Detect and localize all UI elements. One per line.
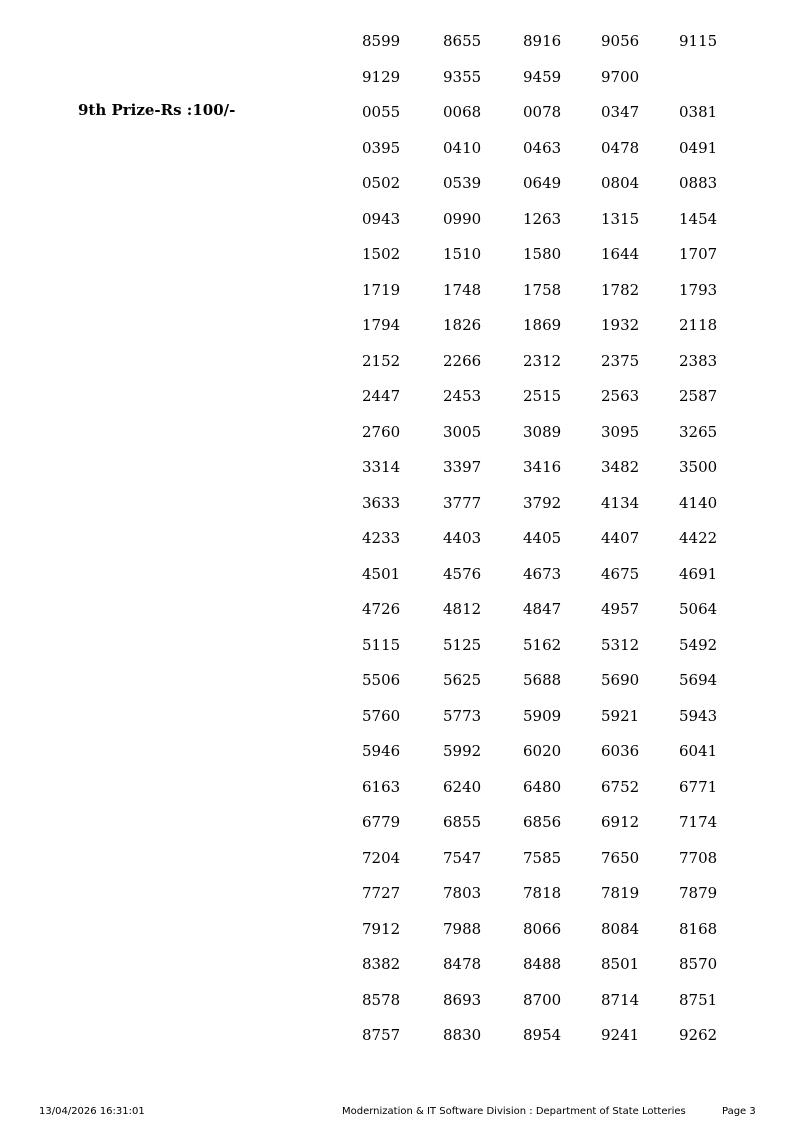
ticket-number: 9459 bbox=[523, 67, 562, 86]
ticket-number: 7879 bbox=[679, 884, 718, 902]
number-row bbox=[362, 527, 762, 563]
ticket-number: 7708 bbox=[679, 848, 718, 867]
number-row bbox=[362, 776, 762, 812]
footer-division: Modernization & IT Software Division : Department of State Lotteries bbox=[342, 1106, 686, 1117]
ticket-number: 6779 bbox=[362, 813, 401, 831]
number-row bbox=[362, 492, 762, 528]
ticket-number: 1748 bbox=[443, 280, 482, 299]
ticket-number: 1315 bbox=[601, 209, 640, 228]
ticket-number: 5162 bbox=[523, 635, 562, 654]
ticket-number: 9355 bbox=[443, 67, 482, 86]
ticket-number: 4405 bbox=[523, 529, 562, 547]
ticket-number: 7912 bbox=[362, 919, 401, 938]
ticket-number: 4691 bbox=[679, 564, 718, 583]
ticket-number: 4812 bbox=[443, 600, 482, 618]
ticket-number: 6855 bbox=[443, 813, 482, 831]
number-row bbox=[362, 66, 762, 102]
ticket-number: 9700 bbox=[601, 67, 640, 86]
number-row bbox=[362, 811, 762, 847]
ticket-number: 4576 bbox=[443, 564, 482, 583]
ticket-number: 4407 bbox=[601, 529, 640, 547]
ticket-number: 2383 bbox=[679, 351, 718, 370]
ticket-number: 6240 bbox=[443, 777, 482, 796]
ticket-number: 2118 bbox=[679, 316, 718, 334]
ticket-number: 4422 bbox=[679, 529, 718, 547]
ticket-number: 3397 bbox=[443, 458, 482, 476]
ticket-number: 5694 bbox=[679, 671, 718, 689]
ticket-number: 1758 bbox=[523, 280, 562, 299]
ticket-number: 0478 bbox=[601, 138, 640, 157]
ticket-number: 6480 bbox=[523, 777, 562, 796]
ticket-number: 5943 bbox=[679, 706, 718, 725]
ticket-number: 8478 bbox=[443, 955, 482, 973]
ticket-number: 1454 bbox=[679, 209, 718, 228]
ticket-number: 3314 bbox=[362, 458, 401, 476]
ticket-number: 7819 bbox=[601, 884, 640, 902]
ticket-number: 5064 bbox=[679, 600, 718, 618]
ticket-number: 8488 bbox=[523, 955, 562, 973]
ticket-number: 5625 bbox=[443, 671, 482, 689]
ticket-number: 8655 bbox=[443, 32, 482, 50]
ticket-number: 7818 bbox=[523, 884, 562, 902]
ticket-number: 4673 bbox=[523, 564, 562, 583]
ticket-number: 6752 bbox=[601, 777, 640, 796]
ticket-number: 2453 bbox=[443, 387, 482, 405]
number-row bbox=[362, 101, 762, 137]
ticket-number: 4403 bbox=[443, 529, 482, 547]
ticket-number: 9056 bbox=[601, 32, 640, 50]
ticket-number: 0055 bbox=[362, 103, 401, 121]
ticket-number: 0649 bbox=[523, 174, 562, 192]
ticket-number: 5312 bbox=[601, 635, 640, 654]
ticket-number: 8382 bbox=[362, 955, 401, 973]
ticket-number: 6771 bbox=[679, 777, 718, 796]
ticket-number: 5690 bbox=[601, 671, 640, 689]
ticket-number: 1707 bbox=[679, 245, 718, 263]
ticket-number: 4675 bbox=[601, 564, 640, 583]
ticket-number: 0078 bbox=[523, 103, 562, 121]
ticket-number: 3792 bbox=[523, 493, 562, 512]
ticket-number: 7204 bbox=[362, 848, 401, 867]
ticket-number: 5125 bbox=[443, 635, 482, 654]
ticket-number: 0943 bbox=[362, 209, 401, 228]
number-row bbox=[362, 882, 762, 918]
ticket-number: 3500 bbox=[679, 458, 718, 476]
footer-page-number: Page 3 bbox=[722, 1106, 756, 1117]
ticket-number: 0381 bbox=[679, 103, 718, 121]
ticket-number: 5773 bbox=[443, 706, 482, 725]
ticket-number: 3416 bbox=[523, 458, 562, 476]
ticket-number: 7585 bbox=[523, 848, 562, 867]
number-row bbox=[362, 740, 762, 776]
ticket-number: 6041 bbox=[679, 742, 718, 760]
ticket-number: 6856 bbox=[523, 813, 562, 831]
number-row bbox=[362, 918, 762, 954]
ticket-number: 1869 bbox=[523, 316, 562, 334]
ticket-number: 0347 bbox=[601, 103, 640, 121]
ticket-number: 1794 bbox=[362, 316, 401, 334]
ticket-number: 6912 bbox=[601, 813, 640, 831]
ticket-number: 1502 bbox=[362, 245, 401, 263]
ticket-number: 1510 bbox=[443, 245, 482, 263]
ticket-number: 5921 bbox=[601, 706, 640, 725]
number-row bbox=[362, 350, 762, 386]
ticket-number: 5909 bbox=[523, 706, 562, 725]
ticket-number: 3482 bbox=[601, 458, 640, 476]
ticket-number: 8830 bbox=[443, 1026, 482, 1044]
ticket-number: 8714 bbox=[601, 990, 640, 1009]
number-row bbox=[362, 208, 762, 244]
ticket-number: 8700 bbox=[523, 990, 562, 1009]
ticket-number: 7650 bbox=[601, 848, 640, 867]
ticket-number: 3005 bbox=[443, 422, 482, 441]
ticket-number: 3633 bbox=[362, 493, 401, 512]
ticket-number: 7727 bbox=[362, 884, 401, 902]
ticket-number: 9129 bbox=[362, 67, 401, 86]
ticket-number: 1793 bbox=[679, 280, 718, 299]
ticket-number: 2266 bbox=[443, 351, 482, 370]
ticket-number: 5992 bbox=[443, 742, 482, 760]
ticket-number: 0883 bbox=[679, 174, 718, 192]
ticket-number: 3777 bbox=[443, 493, 482, 512]
ticket-number: 0502 bbox=[362, 174, 401, 192]
number-row bbox=[362, 1024, 762, 1060]
prize-label: 9th Prize-Rs :100/- bbox=[78, 101, 236, 119]
footer-timestamp: 13/04/2026 16:31:01 bbox=[39, 1106, 145, 1117]
ticket-number: 2587 bbox=[679, 387, 718, 405]
ticket-number: 2375 bbox=[601, 351, 640, 370]
number-row bbox=[362, 314, 762, 350]
ticket-number: 5492 bbox=[679, 635, 718, 654]
ticket-number: 0539 bbox=[443, 174, 482, 192]
ticket-number: 8916 bbox=[523, 32, 562, 50]
ticket-number: 0491 bbox=[679, 138, 718, 157]
ticket-number: 6036 bbox=[601, 742, 640, 760]
ticket-number: 1580 bbox=[523, 245, 562, 263]
ticket-number: 8066 bbox=[523, 919, 562, 938]
ticket-number: 9241 bbox=[601, 1026, 640, 1044]
winning-numbers-grid bbox=[362, 30, 762, 1060]
ticket-number: 1644 bbox=[601, 245, 640, 263]
ticket-number: 1826 bbox=[443, 316, 482, 334]
ticket-number: 7988 bbox=[443, 919, 482, 938]
ticket-number: 8578 bbox=[362, 990, 401, 1009]
ticket-number: 2152 bbox=[362, 351, 401, 370]
ticket-number: 7547 bbox=[443, 848, 482, 867]
number-row bbox=[362, 953, 762, 989]
ticket-number: 5760 bbox=[362, 706, 401, 725]
ticket-number: 8954 bbox=[523, 1026, 562, 1044]
ticket-number: 2563 bbox=[601, 387, 640, 405]
ticket-number: 0804 bbox=[601, 174, 640, 192]
ticket-number: 4847 bbox=[523, 600, 562, 618]
ticket-number: 4233 bbox=[362, 529, 401, 547]
ticket-number: 9262 bbox=[679, 1026, 718, 1044]
ticket-number: 4140 bbox=[679, 493, 718, 512]
number-row bbox=[362, 705, 762, 741]
ticket-number: 8751 bbox=[679, 990, 718, 1009]
ticket-number: 4134 bbox=[601, 493, 640, 512]
ticket-number: 7174 bbox=[679, 813, 718, 831]
number-row bbox=[362, 137, 762, 173]
ticket-number: 5946 bbox=[362, 742, 401, 760]
number-row bbox=[362, 634, 762, 670]
ticket-number: 2312 bbox=[523, 351, 562, 370]
number-row bbox=[362, 563, 762, 599]
number-row bbox=[362, 279, 762, 315]
ticket-number: 3089 bbox=[523, 422, 562, 441]
ticket-number: 8599 bbox=[362, 32, 401, 50]
ticket-number: 1932 bbox=[601, 316, 640, 334]
number-row bbox=[362, 421, 762, 457]
ticket-number: 2447 bbox=[362, 387, 401, 405]
number-row bbox=[362, 30, 762, 66]
ticket-number: 0410 bbox=[443, 138, 482, 157]
ticket-number: 2515 bbox=[523, 387, 562, 405]
number-row bbox=[362, 989, 762, 1025]
ticket-number: 8501 bbox=[601, 955, 640, 973]
ticket-number: 1782 bbox=[601, 280, 640, 299]
ticket-number: 0068 bbox=[443, 103, 482, 121]
ticket-number: 8570 bbox=[679, 955, 718, 973]
number-row bbox=[362, 669, 762, 705]
ticket-number: 3265 bbox=[679, 422, 718, 441]
ticket-number: 8168 bbox=[679, 919, 718, 938]
ticket-number: 3095 bbox=[601, 422, 640, 441]
ticket-number: 5688 bbox=[523, 671, 562, 689]
ticket-number: 7803 bbox=[443, 884, 482, 902]
ticket-number: 0990 bbox=[443, 209, 482, 228]
ticket-number: 0395 bbox=[362, 138, 401, 157]
ticket-number: 5115 bbox=[362, 635, 401, 654]
ticket-number: 8084 bbox=[601, 919, 640, 938]
ticket-number: 6020 bbox=[523, 742, 562, 760]
number-row bbox=[362, 456, 762, 492]
ticket-number: 4957 bbox=[601, 600, 640, 618]
ticket-number: 1719 bbox=[362, 280, 401, 299]
ticket-number: 4726 bbox=[362, 600, 401, 618]
number-row bbox=[362, 243, 762, 279]
ticket-number: 9115 bbox=[679, 32, 718, 50]
ticket-number: 5506 bbox=[362, 671, 401, 689]
number-row bbox=[362, 598, 762, 634]
ticket-number: 4501 bbox=[362, 564, 401, 583]
ticket-number: 1263 bbox=[523, 209, 562, 228]
number-row bbox=[362, 847, 762, 883]
ticket-number: 6163 bbox=[362, 777, 401, 796]
ticket-number: 0463 bbox=[523, 138, 562, 157]
number-row bbox=[362, 172, 762, 208]
ticket-number: 8693 bbox=[443, 990, 482, 1009]
ticket-number: 8757 bbox=[362, 1026, 401, 1044]
ticket-number: 2760 bbox=[362, 422, 401, 441]
number-row bbox=[362, 385, 762, 421]
